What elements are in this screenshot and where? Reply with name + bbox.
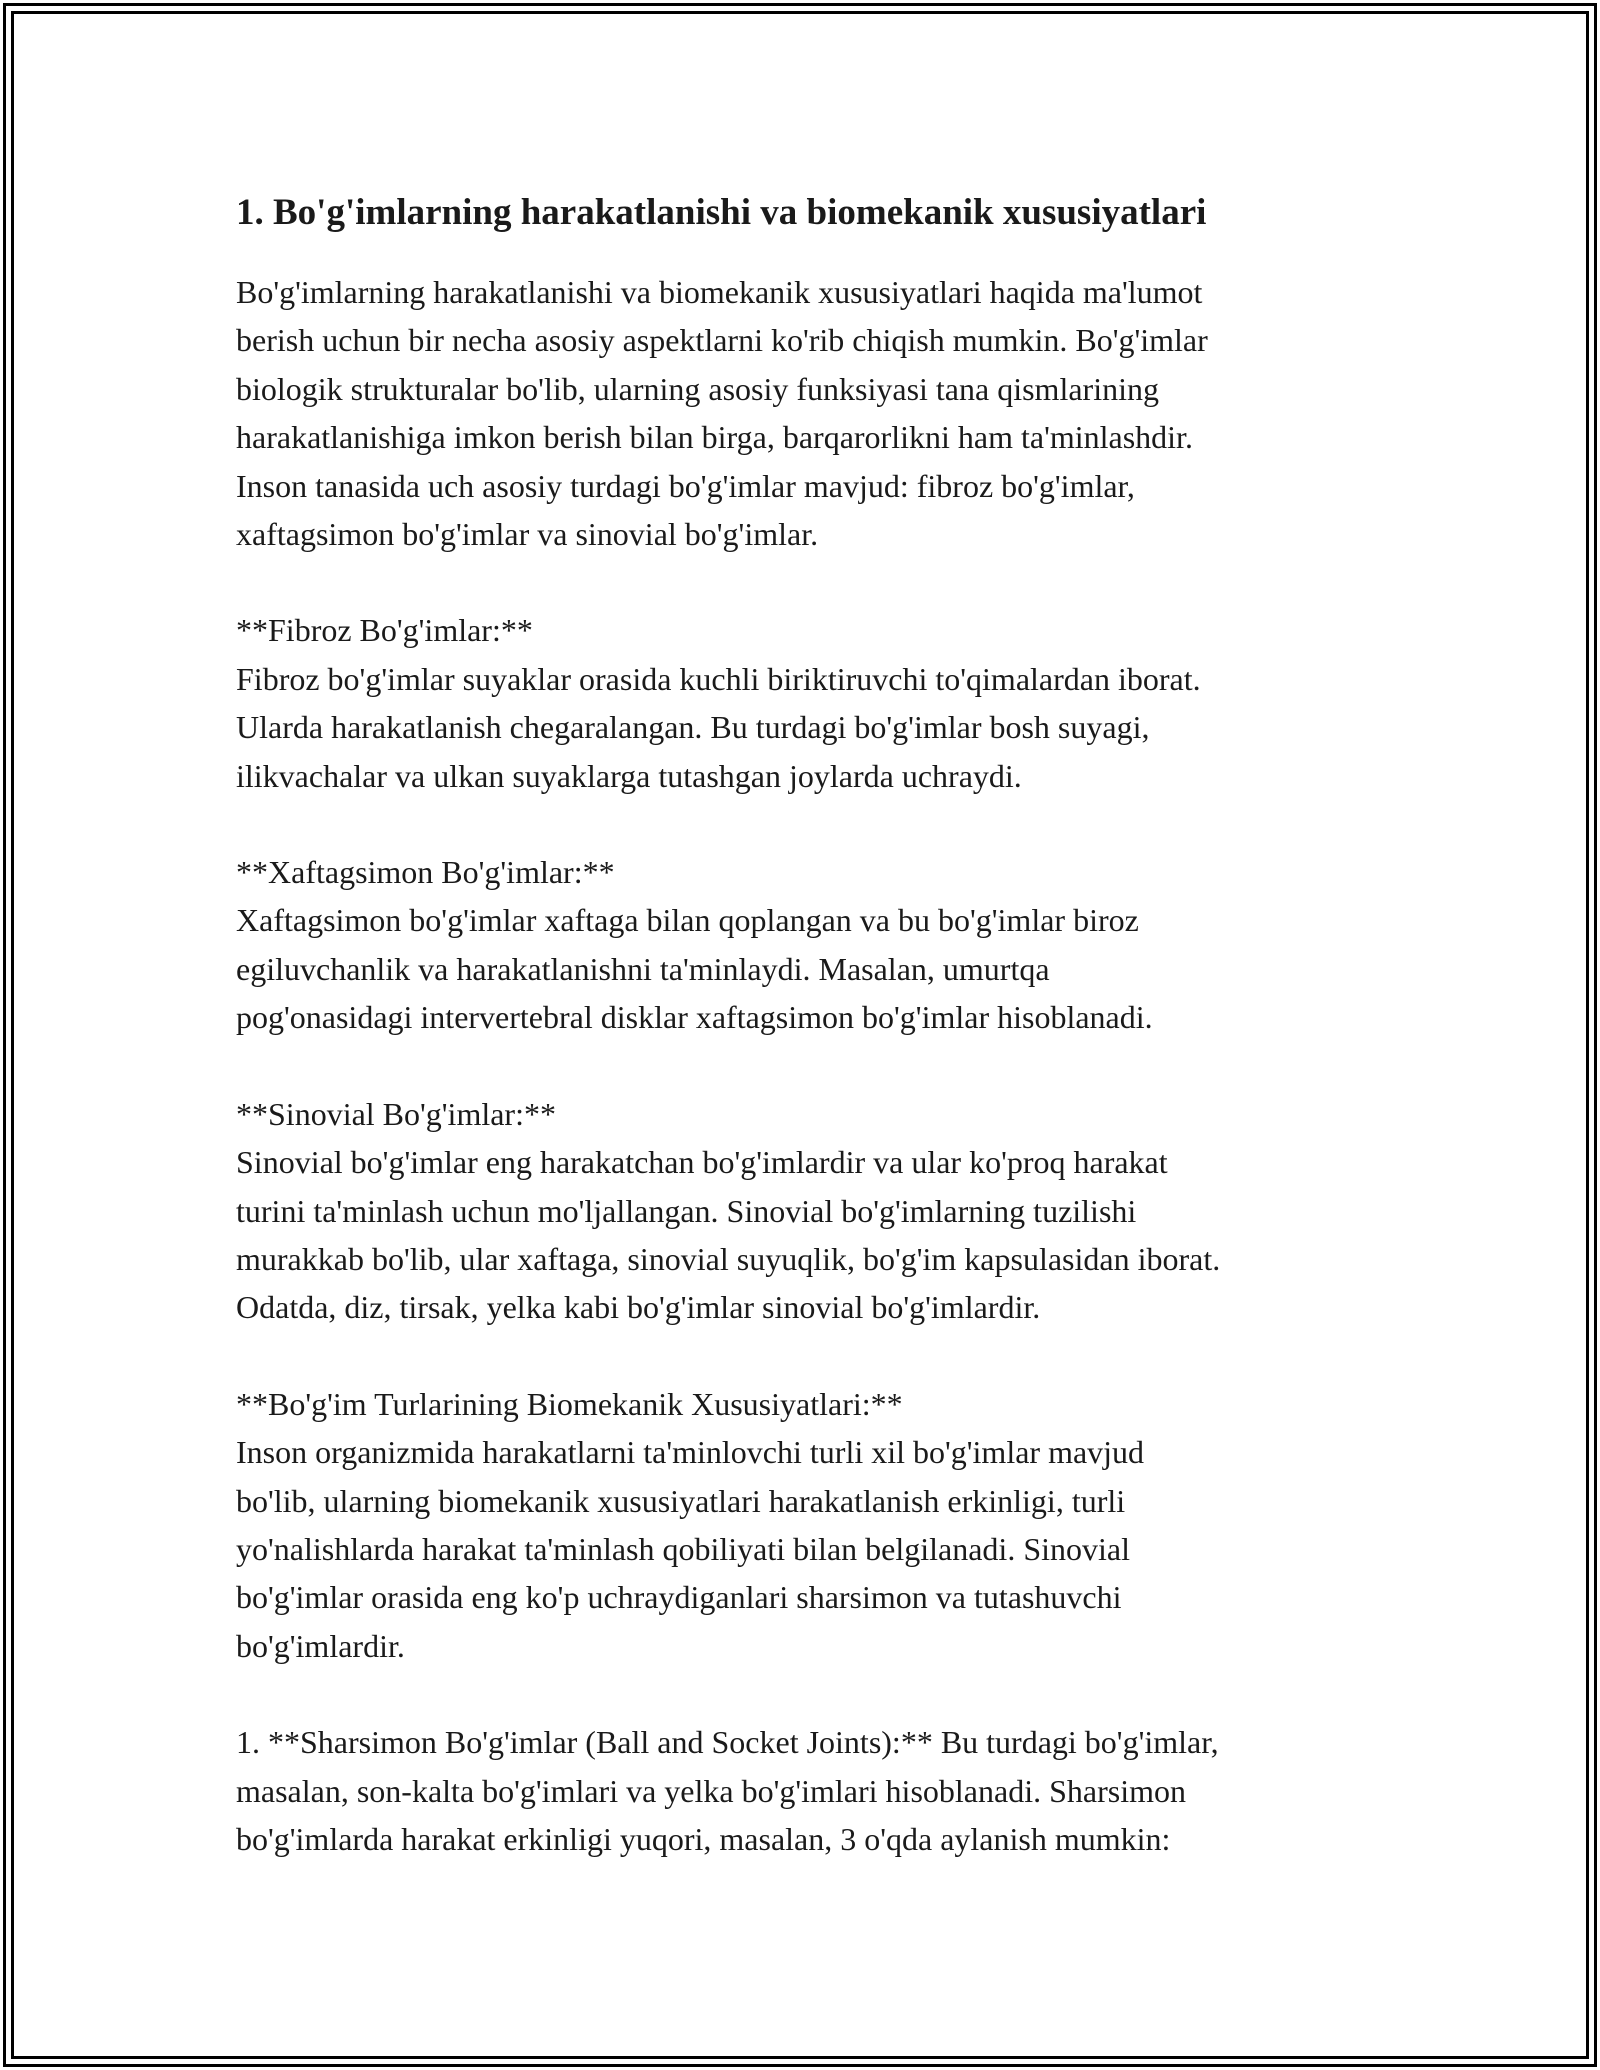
paragraph-line: berish uchun bir necha asosiy aspektlarni ko'rib chiqish mumkin. Bo'g'imlar (236, 322, 1208, 359)
paragraph-fibroz (236, 606, 1376, 800)
paragraph-line: bo'g'imlarda harakat erkinligi yuqori, masalan, 3 o'qda aylanish mumkin: (236, 1820, 1171, 1857)
paragraph-line: masalan, son-kalta bo'g'imlari va yelka bo'g'imlari hisoblanadi. Sharsimon (236, 1772, 1186, 1809)
paragraph-line: Inson organizmida harakatlarni ta'minlovchi turli xil bo'g'imlar mavjud (236, 1434, 1145, 1471)
section-heading: 1. Bo'g'imlarning harakatlanishi va biomekanik xususiyatlari (236, 192, 1207, 233)
paragraph-biomekanik (236, 1380, 1376, 1670)
paragraph-line: Inson tanasida uch asosiy turdagi bo'g'imlar mavjud: fibroz bo'g'imlar, (236, 467, 1135, 504)
paragraph-line: pog'onasidagi intervertebral disklar xaftagsimon bo'g'imlar hisoblanadi. (236, 999, 1153, 1036)
paragraph-line: harakatlanishiga imkon berish bilan birga, barqarorlikni ham ta'minlashdir. (236, 419, 1193, 456)
paragraph-line: Ularda harakatlanish chegaralangan. Bu turdagi bo'g'imlar bosh suyagi, (236, 709, 1150, 746)
paragraph-xaftagsimon (236, 848, 1376, 1042)
paragraph-line: ilikvachalar va ulkan suyaklarga tutashgan joylarda uchraydi. (236, 757, 1022, 794)
paragraph-subheading: **Fibroz Bo'g'imlar:** (236, 612, 533, 649)
paragraph-intro (236, 268, 1376, 558)
paragraph-line: Sinovial bo'g'imlar eng harakatchan bo'g'imlardir va ular ko'proq harakat (236, 1144, 1168, 1181)
document-body (236, 188, 1376, 1911)
paragraph-subheading: **Xaftagsimon Bo'g'imlar:** (236, 854, 615, 891)
paragraph-line: yo'nalishlarda harakat ta'minlash qobiliyati bilan belgilanadi. Sinovial (236, 1530, 1130, 1567)
paragraph-sharsimon (236, 1718, 1376, 1863)
paragraph-line: turini ta'minlash uchun mo'ljallangan. Sinovial bo'g'imlarning tuzilishi (236, 1192, 1137, 1229)
paragraph-line: bo'g'imlardir. (236, 1627, 405, 1664)
paragraph-line: 1. **Sharsimon Bo'g'imlar (Ball and Socket Joints):** Bu turdagi bo'g'imlar, (236, 1724, 1219, 1761)
paragraph-line: bo'lib, ularning biomekanik xususiyatlari harakatlanish erkinligi, turli (236, 1482, 1126, 1519)
paragraph-line: Odatda, diz, tirsak, yelka kabi bo'g'imlar sinovial bo'g'imlardir. (236, 1289, 1041, 1326)
paragraph-line: xaftagsimon bo'g'imlar va sinovial bo'g'imlar. (236, 516, 819, 553)
paragraph-line: murakkab bo'lib, ular xaftaga, sinovial suyuqlik, bo'g'im kapsulasidan iborat. (236, 1240, 1221, 1277)
paragraph-line: bo'g'imlar orasida eng ko'p uchraydiganlari sharsimon va tutashuvchi (236, 1579, 1122, 1616)
paragraph-subheading: **Sinovial Bo'g'imlar:** (236, 1095, 556, 1132)
paragraph-line: egiluvchanlik va harakatlanishni ta'minlaydi. Masalan, umurtqa (236, 950, 1050, 987)
paragraph-subheading: **Bo'g'im Turlarining Biomekanik Xususiyatlari:** (236, 1385, 903, 1422)
paragraph-sinovial (236, 1090, 1376, 1332)
paragraph-line: Xaftagsimon bo'g'imlar xaftaga bilan qoplangan va bu bo'g'imlar biroz (236, 902, 1139, 939)
paragraph-line: Fibroz bo'g'imlar suyaklar orasida kuchli biriktiruvchi to'qimalardan iborat. (236, 660, 1201, 697)
paragraph-line: Bo'g'imlarning harakatlanishi va biomekanik xususiyatlari haqida ma'lumot (236, 274, 1203, 310)
paragraph-line: biologik strukturalar bo'lib, ularning asosiy funksiyasi tana qismlarining (236, 370, 1159, 407)
